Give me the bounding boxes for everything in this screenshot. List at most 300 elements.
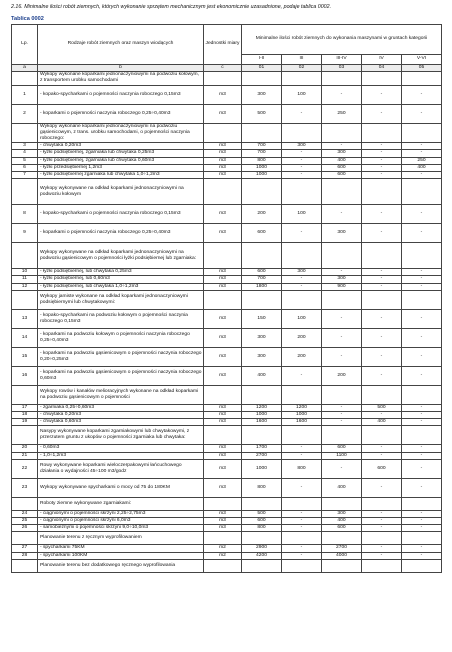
row-lp: 18 bbox=[12, 412, 38, 419]
row-value: - bbox=[362, 283, 402, 290]
row-value: 600 bbox=[322, 525, 362, 532]
row-value: - bbox=[402, 276, 442, 283]
row-value: 1000 bbox=[242, 164, 282, 171]
row-lp: 21 bbox=[12, 452, 38, 459]
row-lp: 2 bbox=[12, 104, 38, 123]
row-empty-cell bbox=[322, 385, 362, 404]
row-description: - kopako-spycharkami o pojemności naczynia roboczego 0,15m3 bbox=[38, 85, 204, 104]
row-unit: m3 bbox=[204, 328, 242, 347]
row-value: 1200 bbox=[282, 404, 322, 411]
row-value: 800 bbox=[282, 459, 322, 478]
row-empty-cell bbox=[402, 72, 442, 85]
table-group-row bbox=[12, 559, 442, 572]
row-value: - bbox=[362, 545, 402, 552]
row-unit: m3 bbox=[204, 366, 242, 385]
row-value: - bbox=[282, 518, 322, 525]
row-unit: m3 bbox=[204, 412, 242, 419]
header-cat-3: III-IV bbox=[322, 55, 362, 65]
row-unit: m3 bbox=[204, 478, 242, 497]
row-value: - bbox=[322, 419, 362, 426]
row-value: - bbox=[362, 510, 402, 517]
row-empty-cell bbox=[282, 559, 322, 572]
row-value: 600 bbox=[242, 269, 282, 276]
row-empty-cell bbox=[322, 532, 362, 545]
row-value: - bbox=[362, 269, 402, 276]
row-value: 500 bbox=[242, 104, 282, 123]
row-empty-cell bbox=[204, 179, 242, 205]
table-group-row bbox=[12, 179, 442, 205]
row-lp: 15 bbox=[12, 347, 38, 366]
row-value: 1000 bbox=[242, 172, 282, 179]
row-value: 800 bbox=[242, 478, 282, 497]
row-value: 250 bbox=[322, 104, 362, 123]
row-description: Wykopy wykonywane spycharkami o mocy od 75 do 180KM bbox=[38, 478, 204, 497]
row-value: - bbox=[282, 366, 322, 385]
row-value: - bbox=[402, 419, 442, 426]
row-value: - bbox=[362, 85, 402, 104]
row-value: 100 bbox=[282, 85, 322, 104]
row-unit: m3 bbox=[204, 172, 242, 179]
row-value: - bbox=[402, 478, 442, 497]
row-value: - bbox=[282, 545, 322, 552]
table-row bbox=[12, 552, 442, 559]
row-value: 600 bbox=[322, 445, 362, 452]
row-empty-cell bbox=[242, 243, 282, 269]
row-value: - bbox=[282, 445, 322, 452]
row-unit: m3 bbox=[204, 143, 242, 150]
row-value: 500 bbox=[242, 510, 282, 517]
row-lp: 8 bbox=[12, 205, 38, 224]
row-description: - łyżki podsiębiernej, lub chwytaka 0,25m3 bbox=[38, 269, 204, 276]
row-description: Wykopy wykonywane na odkład koparkami jednonaczyniowymi na podwoziu kołowym bbox=[38, 179, 204, 205]
row-lp: 5 bbox=[12, 157, 38, 164]
row-value: 150 bbox=[242, 309, 282, 328]
row-description: - chwytaka 0,20m3 bbox=[38, 143, 204, 150]
row-value: 1600 bbox=[282, 419, 322, 426]
row-value: - bbox=[362, 205, 402, 224]
norms-table bbox=[11, 24, 442, 573]
row-value: - bbox=[402, 459, 442, 478]
row-empty-cell bbox=[204, 243, 242, 269]
row-value: 200 bbox=[282, 328, 322, 347]
row-value: 1000 bbox=[242, 459, 282, 478]
header-letter: 02 bbox=[282, 65, 322, 72]
row-value: 300 bbox=[282, 269, 322, 276]
row-value: - bbox=[402, 552, 442, 559]
row-value: - bbox=[322, 143, 362, 150]
row-value: - bbox=[362, 445, 402, 452]
row-description: - spycharkami 75KM bbox=[38, 545, 204, 552]
row-value: 300 bbox=[322, 224, 362, 243]
table-row bbox=[12, 150, 442, 157]
row-unit: m2 bbox=[204, 545, 242, 552]
row-description: Wykopy jamiste wykonane na odkład koparkami jednonaczyniowymi podsiębiernymi lub chwytakowymi: bbox=[38, 290, 204, 309]
row-empty-cell bbox=[242, 532, 282, 545]
table-title: Tablica 0002 bbox=[11, 16, 44, 22]
row-value: 300 bbox=[322, 150, 362, 157]
row-value: 600 bbox=[322, 172, 362, 179]
row-lp bbox=[12, 243, 38, 269]
row-value: - bbox=[362, 224, 402, 243]
table-row bbox=[12, 419, 442, 426]
row-lp bbox=[12, 72, 38, 85]
table-row bbox=[12, 143, 442, 150]
row-description: - łyżki podsiębiernej, zgarniaka lub chwytaka 0,60m3 bbox=[38, 157, 204, 164]
row-lp: 9 bbox=[12, 224, 38, 243]
row-value: 300 bbox=[242, 328, 282, 347]
row-lp: 10 bbox=[12, 269, 38, 276]
table-row bbox=[12, 525, 442, 532]
row-value: - bbox=[322, 404, 362, 411]
row-empty-cell bbox=[362, 290, 402, 309]
row-empty-cell bbox=[322, 243, 362, 269]
row-value: - bbox=[402, 518, 442, 525]
row-value: 900 bbox=[322, 283, 362, 290]
table-row bbox=[12, 347, 442, 366]
row-value: 500 bbox=[362, 404, 402, 411]
row-unit: m3 bbox=[204, 276, 242, 283]
row-lp: 7 bbox=[12, 172, 38, 179]
row-empty-cell bbox=[204, 290, 242, 309]
row-empty-cell bbox=[402, 532, 442, 545]
table-group-row bbox=[12, 532, 442, 545]
row-value: - bbox=[362, 150, 402, 157]
row-description: - koparkami na podwoziu gąsienicowym o pojemności naczynia roboczego 0,20÷0,25m3 bbox=[38, 347, 204, 366]
row-unit: m3 bbox=[204, 347, 242, 366]
row-description: - chwytaka 0,60m3 bbox=[38, 419, 204, 426]
row-value: - bbox=[282, 510, 322, 517]
row-empty-cell bbox=[322, 497, 362, 510]
row-value: 400 bbox=[322, 518, 362, 525]
row-value: - bbox=[362, 412, 402, 419]
row-value: - bbox=[402, 143, 442, 150]
row-value: - bbox=[362, 518, 402, 525]
row-unit: m3 bbox=[204, 283, 242, 290]
row-value: - bbox=[282, 164, 322, 171]
row-empty-cell bbox=[362, 179, 402, 205]
row-empty-cell bbox=[362, 426, 402, 445]
table-row bbox=[12, 157, 442, 164]
row-unit: m3 bbox=[204, 104, 242, 123]
row-value: - bbox=[402, 104, 442, 123]
row-value: - bbox=[282, 150, 322, 157]
row-empty-cell bbox=[402, 426, 442, 445]
table-row bbox=[12, 478, 442, 497]
row-value: - bbox=[402, 328, 442, 347]
row-value: - bbox=[402, 269, 442, 276]
row-description: - łyżki przedsiębiernej 1,2m3 bbox=[38, 164, 204, 171]
row-description: - 1,0÷1,2m3 bbox=[38, 452, 204, 459]
row-value: - bbox=[282, 478, 322, 497]
row-description: Wykopy wykonywane na odkład koparkami jednonaczyniowymi na podwoziu gąsienicowym o pojemności łyżki podsiębiernej lub zgarniaka: bbox=[38, 243, 204, 269]
table-row bbox=[12, 445, 442, 452]
row-unit: m3 bbox=[204, 510, 242, 517]
row-empty-cell bbox=[322, 426, 362, 445]
row-value: - bbox=[402, 412, 442, 419]
row-value: - bbox=[282, 525, 322, 532]
header-unit: Jednostki miary bbox=[204, 25, 242, 65]
row-description: Planowanie terenu z ręcznym wyprofilowaniem bbox=[38, 532, 204, 545]
row-description: Planowanie terenu bez dodatkowego ręcznego wyprofilowania bbox=[38, 559, 204, 572]
row-lp: 19 bbox=[12, 419, 38, 426]
row-empty-cell bbox=[242, 123, 282, 143]
row-empty-cell bbox=[322, 179, 362, 205]
row-value: 700 bbox=[242, 276, 282, 283]
table-group-row bbox=[12, 123, 442, 143]
row-description: - łyżki podsiębiernej, lub 0,60m3 bbox=[38, 276, 204, 283]
row-lp bbox=[12, 179, 38, 205]
row-value: 800 bbox=[242, 157, 282, 164]
row-value: - bbox=[322, 347, 362, 366]
row-value: 250 bbox=[402, 157, 442, 164]
row-value: - bbox=[402, 366, 442, 385]
table-group-row bbox=[12, 243, 442, 269]
row-description: - kopako-spycharkami na podwoziu kołowym o pojemności naczynia roboczego 0,15m3 bbox=[38, 309, 204, 328]
row-empty-cell bbox=[402, 559, 442, 572]
header-work-type: Rodzaje robót ziemnych oraz maszyn wiodących bbox=[38, 25, 204, 65]
row-value: 1800 bbox=[242, 283, 282, 290]
table-group-row bbox=[12, 497, 442, 510]
header-cat-4: IV bbox=[362, 55, 402, 65]
table-row bbox=[12, 510, 442, 517]
table-row bbox=[12, 459, 442, 478]
row-value: 200 bbox=[322, 366, 362, 385]
row-empty-cell bbox=[282, 72, 322, 85]
row-lp: 17 bbox=[12, 404, 38, 411]
row-value: 300 bbox=[242, 347, 282, 366]
row-value: 4200 bbox=[242, 552, 282, 559]
table-body bbox=[12, 72, 442, 573]
row-value: - bbox=[402, 150, 442, 157]
row-lp bbox=[12, 559, 38, 572]
row-value: - bbox=[282, 224, 322, 243]
table-row bbox=[12, 172, 442, 179]
row-value: - bbox=[402, 283, 442, 290]
row-value: 1000 bbox=[242, 412, 282, 419]
row-value: - bbox=[402, 224, 442, 243]
table-row bbox=[12, 164, 442, 171]
row-value: - bbox=[282, 552, 322, 559]
row-description: - 0,60m3 bbox=[38, 445, 204, 452]
row-value: - bbox=[282, 172, 322, 179]
row-description: Wykopy rowów i kanałów melioracyjnych wykonane na odkład koparkami na podwoziu gąsienicowym o pojemności bbox=[38, 385, 204, 404]
row-value: - bbox=[322, 85, 362, 104]
row-empty-cell bbox=[322, 123, 362, 143]
row-empty-cell bbox=[282, 290, 322, 309]
row-value: - bbox=[322, 205, 362, 224]
row-value: - bbox=[362, 164, 402, 171]
row-value: - bbox=[322, 412, 362, 419]
row-empty-cell bbox=[362, 559, 402, 572]
row-lp: 24 bbox=[12, 510, 38, 517]
row-value: - bbox=[362, 276, 402, 283]
table-group-row bbox=[12, 72, 442, 85]
row-unit: m3 bbox=[204, 518, 242, 525]
row-description: - ciągnionymi o pojemności skrzyni 2,25÷2,75m3 bbox=[38, 510, 204, 517]
row-value: 300 bbox=[242, 85, 282, 104]
header-letter: a bbox=[12, 65, 38, 72]
row-value: - bbox=[362, 478, 402, 497]
header-letter: 03 bbox=[322, 65, 362, 72]
row-value: 400 bbox=[322, 478, 362, 497]
row-empty-cell bbox=[282, 532, 322, 545]
row-lp: 27 bbox=[12, 545, 38, 552]
row-description: - koparkami na podwoziu gąsienicowym o pojemności naczynia roboczego 0,60m3 bbox=[38, 366, 204, 385]
row-description: - samobieżnymi o pojemności skrzyni 9,0÷10,0m3 bbox=[38, 525, 204, 532]
row-lp bbox=[12, 385, 38, 404]
row-value: 1100 bbox=[322, 452, 362, 459]
row-empty-cell bbox=[204, 123, 242, 143]
row-value: - bbox=[362, 104, 402, 123]
header-cat-2: III bbox=[282, 55, 322, 65]
row-value: - bbox=[362, 525, 402, 532]
row-empty-cell bbox=[362, 532, 402, 545]
row-lp: 25 bbox=[12, 518, 38, 525]
row-value: 1200 bbox=[242, 404, 282, 411]
row-value: - bbox=[402, 525, 442, 532]
header-letter: 04 bbox=[362, 65, 402, 72]
row-empty-cell bbox=[242, 426, 282, 445]
row-description: - koparkami o pojemności naczynia roboczego 0,25÷0,40m3 bbox=[38, 104, 204, 123]
table-row bbox=[12, 85, 442, 104]
row-empty-cell bbox=[242, 290, 282, 309]
table-row bbox=[12, 224, 442, 243]
header-cat-1: I-II bbox=[242, 55, 282, 65]
row-unit: m3 bbox=[204, 309, 242, 328]
row-empty-cell bbox=[322, 72, 362, 85]
row-value: 200 bbox=[242, 205, 282, 224]
table-row bbox=[12, 104, 442, 123]
row-value: - bbox=[322, 328, 362, 347]
row-value: - bbox=[362, 172, 402, 179]
row-unit: m3 bbox=[204, 150, 242, 157]
row-empty-cell bbox=[204, 497, 242, 510]
row-empty-cell bbox=[402, 179, 442, 205]
row-value: 300 bbox=[322, 510, 362, 517]
row-description: Wykopy wykonane koparkami jednonaczyniowymi na podwoziu kołowym, z transportem urobku samochodami bbox=[38, 72, 204, 85]
row-lp bbox=[12, 123, 38, 143]
row-description: - koparkami na podwoziu kołowym o pojemności naczynia roboczego 0,25÷0,40m3 bbox=[38, 328, 204, 347]
row-value: - bbox=[282, 276, 322, 283]
row-value: 600 bbox=[242, 224, 282, 243]
table-row bbox=[12, 518, 442, 525]
table-row bbox=[12, 404, 442, 411]
row-description: - łyżki podsiębiernej zgarniaka lub chwytaka 1,0÷1,2m3 bbox=[38, 172, 204, 179]
row-empty-cell bbox=[402, 497, 442, 510]
row-description: - ciągnionymi o pojemności skrzyni 6,0m3 bbox=[38, 518, 204, 525]
row-empty-cell bbox=[402, 123, 442, 143]
row-empty-cell bbox=[362, 123, 402, 143]
table-row bbox=[12, 366, 442, 385]
row-value: 600 bbox=[362, 459, 402, 478]
row-value: 300 bbox=[322, 276, 362, 283]
header-letter: 01 bbox=[242, 65, 282, 72]
table-row bbox=[12, 269, 442, 276]
row-empty-cell bbox=[282, 179, 322, 205]
row-lp: 23 bbox=[12, 478, 38, 497]
row-value: 1600 bbox=[242, 419, 282, 426]
table-group-row bbox=[12, 290, 442, 309]
row-unit: m3 bbox=[204, 205, 242, 224]
table-row bbox=[12, 545, 442, 552]
row-value: - bbox=[402, 404, 442, 411]
row-empty-cell bbox=[362, 72, 402, 85]
row-value: 600 bbox=[242, 518, 282, 525]
row-empty-cell bbox=[402, 290, 442, 309]
row-empty-cell bbox=[204, 72, 242, 85]
row-empty-cell bbox=[204, 385, 242, 404]
row-value: 700 bbox=[242, 150, 282, 157]
header-min-quantities: Minimalne ilości robót ziemnych do wykonania maszynami w gruntach kategorii bbox=[242, 25, 442, 55]
row-empty-cell bbox=[204, 559, 242, 572]
table-row bbox=[12, 276, 442, 283]
row-empty-cell bbox=[242, 497, 282, 510]
row-value: - bbox=[362, 366, 402, 385]
row-value: - bbox=[362, 347, 402, 366]
row-description: - koparkami o pojemności naczynia roboczego 0,25÷0,40m3 bbox=[38, 224, 204, 243]
row-value: 2700 bbox=[242, 452, 282, 459]
row-empty-cell bbox=[282, 123, 322, 143]
row-lp: 4 bbox=[12, 150, 38, 157]
row-description: Nasypy wykonywane koparkami zgarniakowymi lub chwytakowymi, z przerzutem gruntu z ukopów o pojemności zgarniaka lub chwytaka: bbox=[38, 426, 204, 445]
table-row bbox=[12, 412, 442, 419]
row-description: - zgarniaka 0,25÷0,60m3 bbox=[38, 404, 204, 411]
row-lp: 6 bbox=[12, 164, 38, 171]
header-letter: 05 bbox=[402, 65, 442, 72]
row-value: - bbox=[282, 283, 322, 290]
row-value: - bbox=[362, 452, 402, 459]
intro-text: 2.16. Minimalne ilości robót ziemnych, których wykonanie sprzętem mechanicznym jest ekonomicznie uzasadnione, podaje tablica 0002. bbox=[11, 4, 332, 10]
row-value: - bbox=[402, 452, 442, 459]
row-lp: 12 bbox=[12, 283, 38, 290]
row-value: - bbox=[402, 172, 442, 179]
row-value: 200 bbox=[282, 347, 322, 366]
row-description: Wykopy wykonane koparkami jednonaczyniowymi na podwoziu gąsienicowym, z trans. urobku samochodami, o pojemności naczynia roboczego: bbox=[38, 123, 204, 143]
table-row bbox=[12, 309, 442, 328]
row-unit: m3 bbox=[204, 404, 242, 411]
row-unit: m3 bbox=[204, 419, 242, 426]
header-letter: b bbox=[38, 65, 204, 72]
row-empty-cell bbox=[362, 385, 402, 404]
row-empty-cell bbox=[322, 290, 362, 309]
row-lp: 1 bbox=[12, 85, 38, 104]
row-value: - bbox=[362, 157, 402, 164]
row-value: - bbox=[362, 328, 402, 347]
row-value: 4000 bbox=[322, 552, 362, 559]
row-description: - łyżki podsiębiernej, lub chwytaka 1,0÷1,2m3 bbox=[38, 283, 204, 290]
row-value: - bbox=[402, 205, 442, 224]
row-lp: 20 bbox=[12, 445, 38, 452]
row-empty-cell bbox=[242, 385, 282, 404]
row-empty-cell bbox=[242, 179, 282, 205]
row-unit: m3 bbox=[204, 445, 242, 452]
row-value: 700 bbox=[242, 143, 282, 150]
header-lp: Lp. bbox=[12, 25, 38, 65]
row-value: 400 bbox=[362, 419, 402, 426]
row-empty-cell bbox=[402, 385, 442, 404]
row-lp: 16 bbox=[12, 366, 38, 385]
row-empty-cell bbox=[282, 426, 322, 445]
row-value: 2700 bbox=[322, 545, 362, 552]
row-lp: 13 bbox=[12, 309, 38, 328]
table-group-row bbox=[12, 385, 442, 404]
row-lp: 3 bbox=[12, 143, 38, 150]
row-empty-cell bbox=[322, 559, 362, 572]
row-value: - bbox=[362, 552, 402, 559]
row-empty-cell bbox=[242, 559, 282, 572]
row-value: 400 bbox=[242, 366, 282, 385]
row-value: 2900 bbox=[242, 545, 282, 552]
